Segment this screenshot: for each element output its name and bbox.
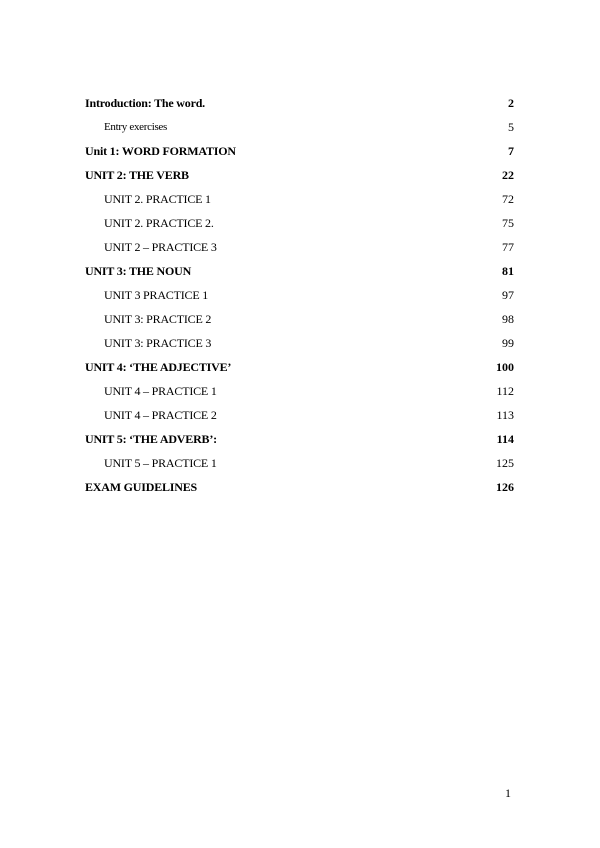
toc-entry[interactable]: [85, 454, 514, 478]
toc-entry-page: 100: [496, 360, 514, 374]
toc-entry[interactable]: [85, 190, 514, 214]
toc-entry[interactable]: [85, 334, 514, 358]
toc-entry-page: 126: [496, 480, 514, 494]
toc-entry[interactable]: [85, 358, 514, 382]
toc-entry[interactable]: [85, 166, 514, 190]
toc-entry-page: 75: [502, 216, 514, 230]
toc-entry[interactable]: [85, 478, 514, 502]
toc-entry[interactable]: [85, 118, 514, 142]
toc-entry-page: 125: [496, 456, 514, 470]
toc-entry[interactable]: [85, 238, 514, 262]
toc-entry-title: Introduction: The word.: [85, 96, 205, 110]
toc-entry-title: UNIT 3: THE NOUN: [85, 264, 192, 278]
page-number: 1: [505, 786, 511, 800]
toc-entry[interactable]: [85, 286, 514, 310]
toc-entry-title: UNIT 5: ‘THE ADVERB’:: [85, 432, 217, 446]
toc-entry-page: 99: [502, 336, 514, 350]
toc-entry[interactable]: [85, 94, 514, 118]
toc-entry[interactable]: [85, 262, 514, 286]
toc-entry-page: 7: [508, 144, 514, 158]
toc-entry[interactable]: [85, 142, 514, 166]
toc-entry-title: UNIT 2: THE VERB: [85, 168, 189, 182]
toc-entry-title: UNIT 2. PRACTICE 1: [104, 192, 211, 206]
toc-entry[interactable]: [85, 406, 514, 430]
toc-entry-page: 97: [502, 288, 514, 302]
toc-entry-page: 5: [508, 120, 514, 134]
toc-entry-page: 112: [496, 384, 514, 398]
toc-entry-page: 114: [496, 432, 514, 446]
toc-entry-title: UNIT 4 – PRACTICE 1: [104, 384, 217, 398]
toc-entry[interactable]: [85, 382, 514, 406]
toc-entry-title: UNIT 3 PRACTICE 1: [104, 288, 209, 302]
toc-entry-title: Unit 1: WORD FORMATION: [85, 144, 236, 158]
toc-entry-page: 77: [502, 240, 514, 254]
toc-entry-page: 2: [508, 96, 514, 110]
toc-entry-title: UNIT 5 – PRACTICE 1: [104, 456, 217, 470]
toc-entry-page: 22: [502, 168, 514, 182]
toc-entry-page: 113: [496, 408, 514, 422]
toc-entry[interactable]: [85, 430, 514, 454]
toc-entry-title: UNIT 3: PRACTICE 2: [104, 312, 212, 326]
toc-entry-title: UNIT 4: ‘THE ADJECTIVE’: [85, 360, 232, 374]
toc-entry-page: 81: [502, 264, 514, 278]
toc-entry[interactable]: [85, 214, 514, 238]
toc-entry-title: UNIT 2 – PRACTICE 3: [104, 240, 217, 254]
table-of-contents: [85, 94, 514, 502]
toc-entry-title: UNIT 3: PRACTICE 3: [104, 336, 212, 350]
toc-entry-title: EXAM GUIDELINES: [85, 480, 198, 494]
toc-entry-page: 98: [502, 312, 514, 326]
toc-entry-title: Entry exercises: [104, 121, 167, 133]
toc-entry[interactable]: [85, 310, 514, 334]
toc-entry-title: UNIT 2. PRACTICE 2.: [104, 216, 214, 230]
toc-entry-page: 72: [502, 192, 514, 206]
toc-entry-title: UNIT 4 – PRACTICE 2: [104, 408, 217, 422]
